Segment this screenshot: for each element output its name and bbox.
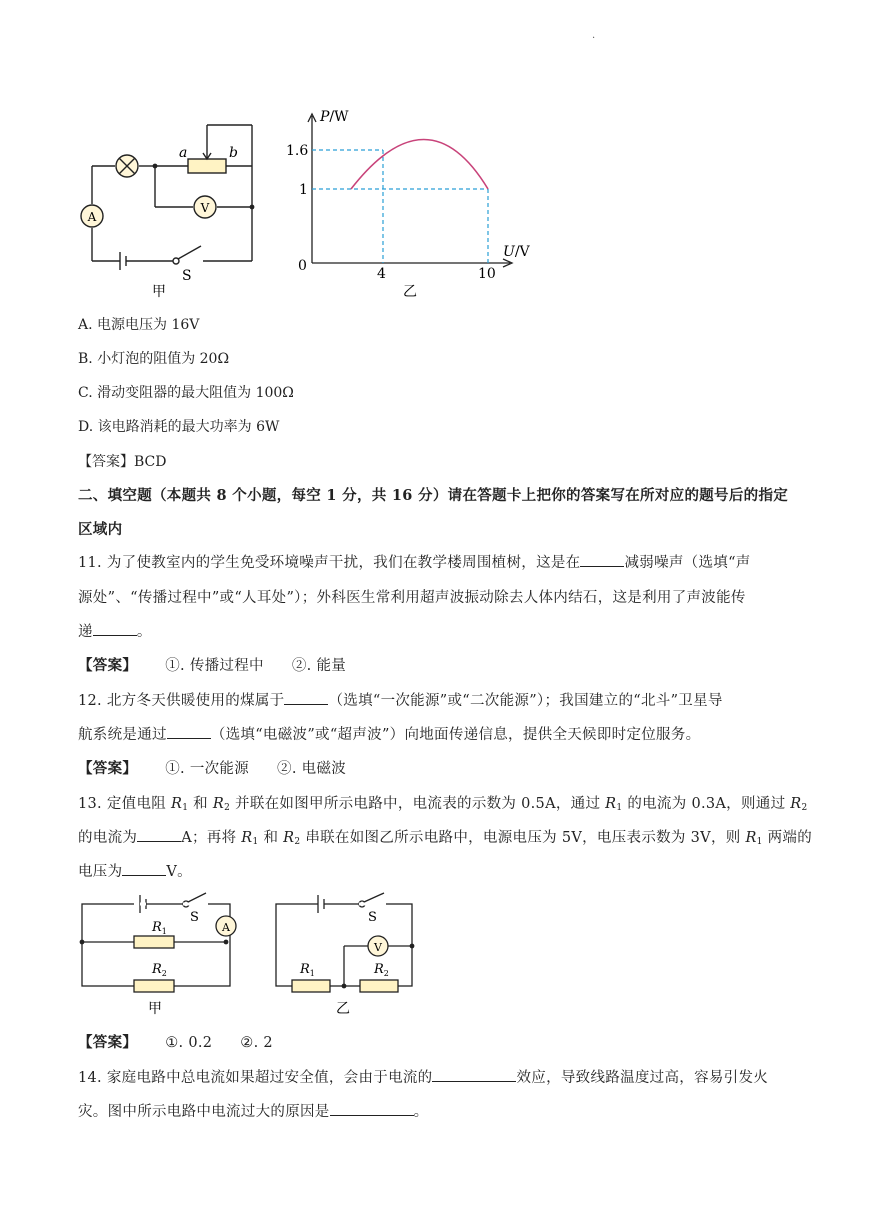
q13-yi-label: 乙 [336,1001,350,1017]
q12-answer: 【答案】 ①. 一次能源 ②. 电磁波 [78,760,347,777]
q11-blank-2[interactable] [93,621,137,636]
q13-line-1: 13. 定值电阻 $R_1$ 和 $R_2$ 并联在如图甲所示电路中，电流表的示数为 0.5A，通过 $R_1$ 的电流为 0.3A，则通过 $R_2$ [78,796,808,813]
graph-yi [286,109,531,300]
switch-label: S [182,268,192,284]
option-d: D. 该电路消耗的最大功率为 6W [78,419,280,435]
section-2-title: 二、填空题（本题共 8 个小题，每空 1 分，共 16 分）请在答题卡上把你的答案写在所对应的题号后的指定 [78,487,789,504]
q11-blank-1[interactable] [580,552,624,567]
option-a: A. 电源电压为 16V [78,317,200,333]
q11-line-3: 递 。 [78,620,152,641]
top-figure [78,108,548,300]
q13-r2-left: $R_2$ [152,962,167,978]
voltmeter-letter: V [200,201,210,215]
q13-r2-right: $R_2$ [374,962,389,978]
answer-10: 【答案】BCD [78,454,167,470]
q13-jia-label: 甲 [148,1001,162,1017]
q12-blank-2[interactable] [167,724,211,739]
q13-switch-label-right: S [368,910,377,925]
q13-line-3: 电压为 V。 [78,860,192,881]
header-dot: . [592,30,596,41]
q14-line-2: 灾。图中所示电路中电流过大的原因是 。 [78,1100,428,1121]
q13-r1-left: $R_1$ [152,920,167,936]
q12-line-1: 12. 北方冬天供暖使用的煤属于 （选填“一次能源”或“二次能源”）；我国建立的“北斗”卫星导 [78,689,723,710]
y-axis-label: P/W [320,109,349,125]
q13-voltmeter-letter: V [374,941,382,954]
y-tick-1: 1 [299,182,308,198]
option-b: B. 小灯泡的阻值为 20Ω [78,351,230,367]
rheostat-end-b: b [229,145,238,161]
q11-line-1: 11. 为了使教室内的学生免受环境噪声干扰，我们在教学楼周围植树，这是在 减弱噪声（选填“声 [78,551,751,572]
power-curve [351,140,488,190]
q13-blank-1[interactable] [137,827,181,842]
q13-circuit-jia [82,893,236,992]
circuit-jia-label: 甲 [152,284,166,300]
q13-circuit-yi [276,893,412,992]
x-tick-4: 4 [377,266,386,282]
q11-answer: 【答案】 ①. 传播过程中 ②. 能量 [78,657,347,674]
y-tick-1-6: 1.6 [286,143,309,159]
q11-line-2: 源处”、“传播过程中”或“人耳处”）；外科医生常利用超声波振动除去人体内结石，这是利用了声波能传 [78,590,746,606]
q14-line-1: 14. 家庭电路中总电流如果超过安全值，会由于电流的 效应，导致线路温度过高，容易引发火 [78,1066,768,1087]
q13-line-2: 的电流为 A；再将 $R_1$ 和 $R_2$ 串联在如图乙所示电路中，电源电压为 5V，电压表示数为 3V，则 $R_1$ 两端的 [78,826,812,847]
graph-yi-label: 乙 [403,284,417,300]
x-axis-label: U/V [503,244,530,260]
q13-switch-label-left: S [190,910,199,925]
x-tick-10: 10 [478,266,496,282]
option-c: C. 滑动变阻器的最大阻值为 100Ω [78,385,294,401]
section-2-title-cont: 区域内 [78,521,123,538]
q14-blank-2[interactable] [330,1101,414,1116]
origin-label: 0 [298,258,307,274]
ammeter-letter: A [87,210,97,224]
q12-line-2: 航系统是通过 （选填“电磁波”或“超声波”）向地面传递信息，提供全天候即时定位服务。 [78,723,700,744]
rheostat-end-a: a [179,145,188,161]
q13-blank-2[interactable] [122,861,166,876]
q13-answer: 【答案】 ①. 0.2 ②. 2 [78,1034,273,1051]
q12-blank-1[interactable] [284,690,328,705]
q13-r1-right: $R_1$ [300,962,315,978]
circuit-jia [81,125,252,270]
q14-blank-1[interactable] [432,1067,516,1082]
q13-figure [78,890,423,1018]
q13-ammeter-letter: A [222,921,230,934]
